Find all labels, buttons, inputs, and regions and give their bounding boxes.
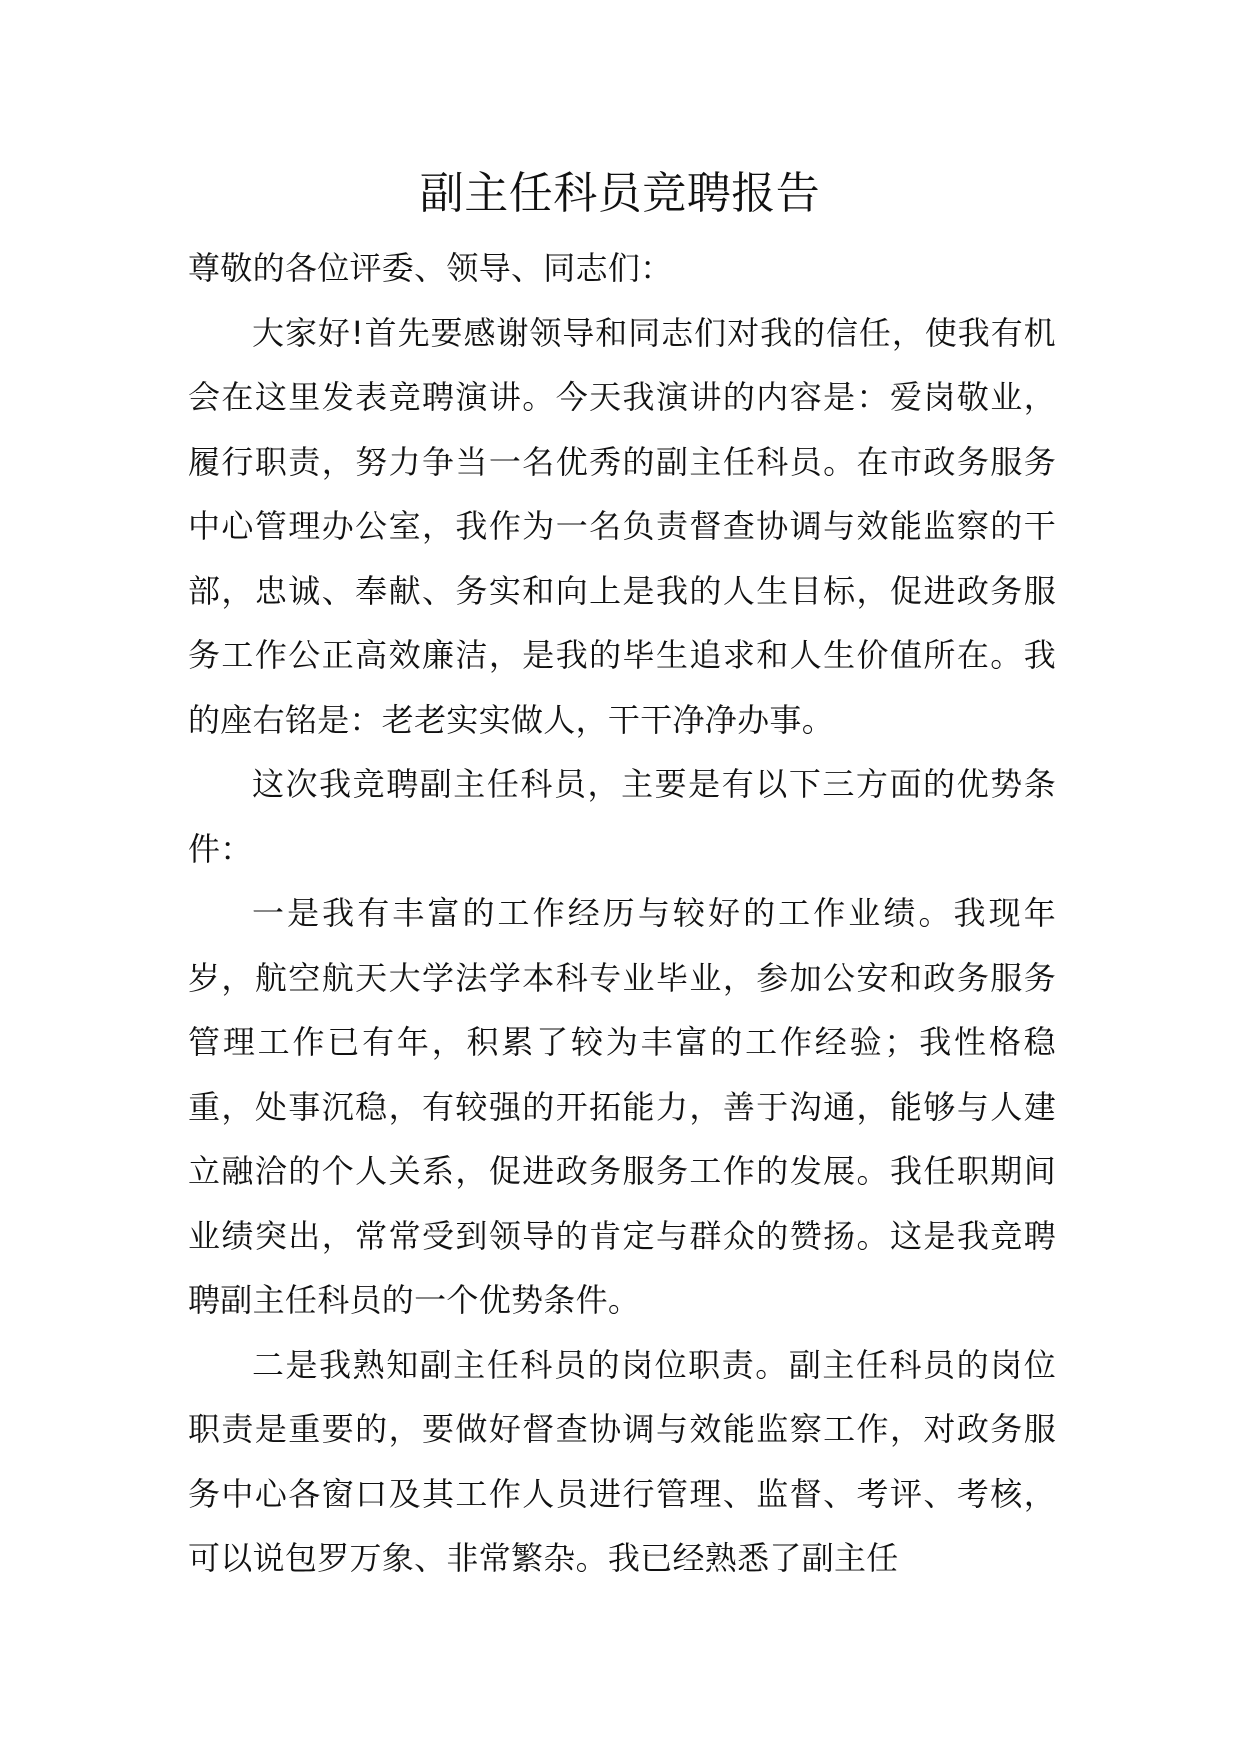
paragraph-advantage-two: 二是我熟知副主任科员的岗位职责。副主任科员的岗位职责是重要的，要做好督查协调与效能监察工作，对政务服务中心各窗口及其工作人员进行管理、监督、考评、考核，可以说包罗万象、非常繁杂。我已经熟悉了副主任 bbox=[188, 1345, 1056, 1577]
document-body bbox=[188, 236, 1056, 1591]
document-title: 副主任科员竞聘报告 bbox=[419, 168, 821, 219]
paragraph-advantages-lead: 这次我竞聘副主任科员，主要是有以下三方面的优势条件： bbox=[188, 765, 1056, 868]
paragraph-intro: 大家好!首先要感谢领导和同志们对我的信任，使我有机会在这里发表竞聘演讲。今天我演讲的内容是：爱岗敬业，履行职责，努力争当一名优秀的副主任科员。在市政务服务中心管理办公室，我作为一名负责督查协调与效能监察的干部，忠诚、奉献、务实和向上是我的人生目标，促进政务服务工作公正高效廉洁，是我的毕生追求和人生价值所在。我的座右铭是：老老实实做人，干干净净办事。 bbox=[188, 313, 1056, 739]
paragraph-advantage-one: 一是我有丰富的工作经历与较好的工作业绩。我现年岁，航空航天大学法学本科专业毕业，参加公安和政务服务管理工作已有年，积累了较为丰富的工作经验；我性格稳重，处事沉稳，有较强的开拓能力，善于沟通，能够与人建立融洽的个人关系，促进政务服务工作的发展。我任职期间业绩突出，常常受到领导的肯定与群众的赞扬。这是我竞聘聘副主任科员的一个优势条件。 bbox=[188, 894, 1056, 1319]
salutation: 尊敬的各位评委、领导、同志们： bbox=[188, 249, 673, 287]
